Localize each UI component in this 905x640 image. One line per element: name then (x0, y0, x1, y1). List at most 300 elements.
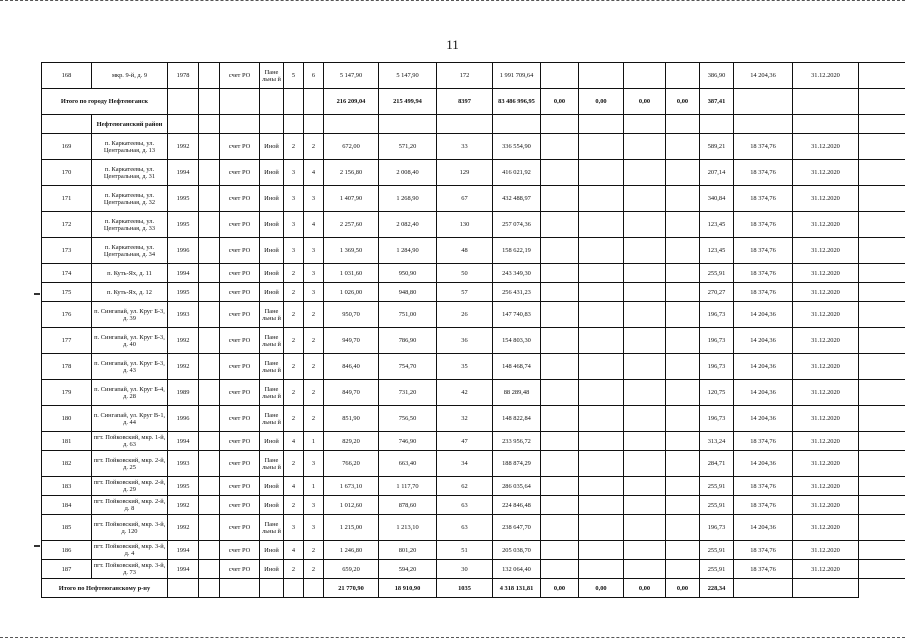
cost-part-cell (541, 515, 579, 541)
table-row (42, 212, 905, 238)
address-cell: пгт. Пойковский, мкр. 2-й, д. 8 (92, 496, 168, 515)
total-cost-cell: 4 318 131,81 (493, 579, 541, 598)
register-table (41, 62, 905, 598)
unit-cost-cell: 284,71 (700, 451, 734, 477)
floors-cell: 2 (284, 302, 304, 328)
cost-part-cell (541, 354, 579, 380)
wall-material-cell: Пане льны й (260, 380, 284, 406)
cost-part-cell (541, 134, 579, 160)
empty-cell (541, 115, 579, 134)
cost-part-cell (666, 406, 700, 432)
cost-part-cell (624, 477, 666, 496)
empty-cell (199, 89, 220, 115)
entrances-cell: 3 (304, 496, 324, 515)
table-row (42, 302, 905, 328)
row-number-cell: 174 (42, 264, 92, 283)
total-area-cell: 2 257,60 (324, 212, 379, 238)
living-area-cell: 754,70 (379, 354, 437, 380)
limit-cost-cell: 14 204,36 (734, 328, 793, 354)
cost-part-cell (541, 160, 579, 186)
cost-part-cell (624, 515, 666, 541)
empty-cell (199, 238, 220, 264)
empty-cell (859, 451, 905, 477)
table-row (42, 515, 905, 541)
empty-cell (859, 432, 905, 451)
floors-cell: 3 (284, 186, 304, 212)
wall-material-cell: Иной (260, 541, 284, 560)
limit-cost-cell: 18 374,76 (734, 432, 793, 451)
total-area-cell: 766,20 (324, 451, 379, 477)
empty-cell (199, 451, 220, 477)
deadline-cell: 31.12.2020 (793, 451, 859, 477)
cost-cell: 147 740,83 (493, 302, 541, 328)
floors-cell: 2 (284, 380, 304, 406)
empty-cell (859, 186, 905, 212)
cost-cell: 188 874,29 (493, 451, 541, 477)
row-number-cell: 170 (42, 160, 92, 186)
entrances-cell: 3 (304, 283, 324, 302)
empty-cell (260, 115, 284, 134)
floors-cell: 3 (284, 160, 304, 186)
cost-part-cell (666, 63, 700, 89)
fund-method-cell: счет РО (220, 186, 260, 212)
deadline-cell: 31.12.2020 (793, 541, 859, 560)
table-row (42, 160, 905, 186)
cost-part-cell (579, 354, 624, 380)
year-cell: 1994 (168, 432, 199, 451)
total-unit-cell: 228,34 (700, 579, 734, 598)
living-area-cell: 594,20 (379, 560, 437, 579)
limit-cost-cell: 18 374,76 (734, 283, 793, 302)
fund-method-cell: счет РО (220, 541, 260, 560)
cost-part-cell (579, 406, 624, 432)
year-cell: 1995 (168, 186, 199, 212)
empty-cell (199, 354, 220, 380)
residents-cell: 26 (437, 302, 493, 328)
section-header-row (42, 115, 905, 134)
table-row (42, 541, 905, 560)
cost-part-cell (541, 302, 579, 328)
cost-part-cell (541, 477, 579, 496)
cost-part-cell (541, 283, 579, 302)
address-cell: п. Куть-Ях, д. 12 (92, 283, 168, 302)
address-cell: пгт. Пойковский, мкр. 3-й, д. 120 (92, 515, 168, 541)
cost-part-cell (541, 238, 579, 264)
wall-material-cell: Иной (260, 160, 284, 186)
table-row (42, 406, 905, 432)
deadline-cell: 31.12.2020 (793, 63, 859, 89)
floors-cell: 4 (284, 477, 304, 496)
total-row (42, 579, 905, 598)
cost-part-cell (624, 63, 666, 89)
limit-cost-cell: 14 204,36 (734, 302, 793, 328)
residents-cell: 62 (437, 477, 493, 496)
deadline-cell: 31.12.2020 (793, 496, 859, 515)
entrances-cell: 2 (304, 406, 324, 432)
row-number-cell: 182 (42, 451, 92, 477)
entrances-cell: 3 (304, 451, 324, 477)
entrances-cell: 1 (304, 477, 324, 496)
unit-cost-cell: 120,75 (700, 380, 734, 406)
cost-part-cell (666, 302, 700, 328)
limit-cost-cell: 14 204,36 (734, 63, 793, 89)
row-number-cell: 180 (42, 406, 92, 432)
unit-cost-cell: 313,24 (700, 432, 734, 451)
empty-cell (437, 115, 493, 134)
limit-cost-cell: 18 374,76 (734, 477, 793, 496)
row-number-cell: 185 (42, 515, 92, 541)
cost-part-cell (624, 380, 666, 406)
table-row (42, 63, 905, 89)
empty-cell (324, 115, 379, 134)
limit-cost-cell: 18 374,76 (734, 160, 793, 186)
cost-part-cell (666, 283, 700, 302)
cost-part-cell (666, 328, 700, 354)
cost-part-cell (579, 302, 624, 328)
year-cell: 1992 (168, 134, 199, 160)
year-cell: 1978 (168, 63, 199, 89)
empty-cell (859, 134, 905, 160)
living-area-cell: 2 008,40 (379, 160, 437, 186)
total-a2-cell: 215 499,94 (379, 89, 437, 115)
year-cell: 1994 (168, 264, 199, 283)
unit-cost-cell: 255,91 (700, 496, 734, 515)
row-number-cell: 177 (42, 328, 92, 354)
cost-part-cell (624, 451, 666, 477)
total-area-cell: 1 673,10 (324, 477, 379, 496)
residents-cell: 34 (437, 451, 493, 477)
fund-method-cell: счет РО (220, 328, 260, 354)
deadline-cell: 31.12.2020 (793, 432, 859, 451)
residents-cell: 33 (437, 134, 493, 160)
cost-part-cell (579, 264, 624, 283)
cost-part-cell (579, 496, 624, 515)
fund-method-cell: счет РО (220, 264, 260, 283)
wall-material-cell: Пане льны й (260, 515, 284, 541)
entrances-cell: 2 (304, 328, 324, 354)
limit-cost-cell: 18 374,76 (734, 560, 793, 579)
page-number: 11 (446, 37, 459, 52)
empty-cell (199, 264, 220, 283)
cost-part-cell (666, 264, 700, 283)
year-cell: 1994 (168, 160, 199, 186)
total-area-cell: 672,00 (324, 134, 379, 160)
cost-part-cell (541, 406, 579, 432)
cost-part-cell (579, 515, 624, 541)
empty-cell (304, 579, 324, 598)
living-area-cell: 786,90 (379, 328, 437, 354)
cost-cell: 224 846,48 (493, 496, 541, 515)
wall-material-cell: Иной (260, 496, 284, 515)
empty-cell (199, 477, 220, 496)
floors-cell: 2 (284, 328, 304, 354)
address-cell: пгт. Пойковский, мкр. 3-й, д. 4 (92, 541, 168, 560)
cost-part-cell (579, 186, 624, 212)
fund-method-cell: счет РО (220, 496, 260, 515)
total-c1-cell: 0,00 (541, 89, 579, 115)
living-area-cell: 1 117,70 (379, 477, 437, 496)
empty-cell (284, 115, 304, 134)
row-number-cell: 171 (42, 186, 92, 212)
row-number-cell: 168 (42, 63, 92, 89)
year-cell: 1992 (168, 328, 199, 354)
total-c4-cell: 0,00 (666, 579, 700, 598)
address-cell: п. Сингапай, ул. Круг Б-3, д. 43 (92, 354, 168, 380)
entrances-cell: 2 (304, 541, 324, 560)
empty-cell (859, 115, 905, 134)
residents-cell: 67 (437, 186, 493, 212)
cost-part-cell (624, 541, 666, 560)
address-cell: пгт. Пойковский, мкр. 3-й, д. 73 (92, 560, 168, 579)
page-bottom-edge (0, 634, 905, 638)
year-cell: 1996 (168, 406, 199, 432)
floors-cell: 2 (284, 354, 304, 380)
entrances-cell: 3 (304, 238, 324, 264)
address-cell: п. Сингапай, ул. Круг Б-3, д. 39 (92, 302, 168, 328)
section-title: Нефтеюганский район (92, 115, 168, 134)
fund-method-cell: счет РО (220, 160, 260, 186)
cost-part-cell (666, 186, 700, 212)
deadline-cell: 31.12.2020 (793, 186, 859, 212)
empty-cell (199, 115, 220, 134)
total-area-cell: 950,70 (324, 302, 379, 328)
cost-part-cell (666, 515, 700, 541)
limit-cost-cell: 14 204,36 (734, 451, 793, 477)
wall-material-cell: Пане льны й (260, 302, 284, 328)
fund-method-cell: счет РО (220, 63, 260, 89)
empty-cell (859, 380, 905, 406)
living-area-cell: 1 213,10 (379, 515, 437, 541)
cost-part-cell (541, 186, 579, 212)
deadline-cell: 31.12.2020 (793, 380, 859, 406)
entrances-cell: 2 (304, 134, 324, 160)
cost-cell: 148 822,84 (493, 406, 541, 432)
empty-cell (493, 115, 541, 134)
total-a1-cell: 216 209,04 (324, 89, 379, 115)
cost-part-cell (579, 212, 624, 238)
cost-part-cell (541, 328, 579, 354)
empty-cell (199, 134, 220, 160)
wall-material-cell: Иной (260, 264, 284, 283)
empty-cell (859, 354, 905, 380)
row-number-cell: 181 (42, 432, 92, 451)
table-row (42, 238, 905, 264)
total-c4-cell: 0,00 (666, 89, 700, 115)
empty-cell (859, 160, 905, 186)
year-cell: 1992 (168, 354, 199, 380)
deadline-cell: 31.12.2020 (793, 238, 859, 264)
cost-part-cell (579, 283, 624, 302)
empty-cell (859, 560, 905, 579)
cost-part-cell (579, 160, 624, 186)
empty-cell (700, 115, 734, 134)
empty-cell (304, 89, 324, 115)
limit-cost-cell: 14 204,36 (734, 515, 793, 541)
wall-material-cell: Иной (260, 560, 284, 579)
fund-method-cell: счет РО (220, 432, 260, 451)
floors-cell: 3 (284, 212, 304, 238)
total-area-cell: 851,90 (324, 406, 379, 432)
table-row (42, 283, 905, 302)
row-number-cell: 169 (42, 134, 92, 160)
living-area-cell: 948,80 (379, 283, 437, 302)
cost-part-cell (624, 496, 666, 515)
empty-cell (859, 283, 905, 302)
total-area-cell: 1 026,00 (324, 283, 379, 302)
empty-cell (379, 115, 437, 134)
address-cell: п. Сингапай, ул. Круг Б-3, д. 40 (92, 328, 168, 354)
table-row (42, 380, 905, 406)
address-cell: п. Сингапай, ул. Круг В-1, д. 44 (92, 406, 168, 432)
cost-cell: 233 956,72 (493, 432, 541, 451)
entrances-cell: 4 (304, 212, 324, 238)
year-cell: 1994 (168, 560, 199, 579)
unit-cost-cell: 255,91 (700, 541, 734, 560)
cost-part-cell (666, 160, 700, 186)
empty-cell (859, 496, 905, 515)
empty-cell (199, 496, 220, 515)
wall-material-cell: Пане льны й (260, 451, 284, 477)
empty-cell (199, 328, 220, 354)
entrances-cell: 6 (304, 63, 324, 89)
fund-method-cell: счет РО (220, 302, 260, 328)
cost-part-cell (541, 380, 579, 406)
residents-cell: 42 (437, 380, 493, 406)
address-cell: п. Каркатеевы, ул. Центральная, д. 31 (92, 160, 168, 186)
cost-part-cell (541, 63, 579, 89)
empty-cell (199, 541, 220, 560)
total-label: Итого по городу Нефтеюганск (42, 89, 168, 115)
total-unit-cell: 387,41 (700, 89, 734, 115)
limit-cost-cell: 18 374,76 (734, 186, 793, 212)
row-number-cell: 178 (42, 354, 92, 380)
cost-part-cell (624, 283, 666, 302)
wall-material-cell: Иной (260, 134, 284, 160)
unit-cost-cell: 123,45 (700, 212, 734, 238)
deadline-cell: 31.12.2020 (793, 160, 859, 186)
empty-cell (859, 328, 905, 354)
cost-part-cell (624, 134, 666, 160)
residents-cell: 129 (437, 160, 493, 186)
cost-part-cell (579, 560, 624, 579)
living-area-cell: 5 147,90 (379, 63, 437, 89)
year-cell: 1995 (168, 477, 199, 496)
fund-method-cell: счет РО (220, 515, 260, 541)
floors-cell: 2 (284, 560, 304, 579)
total-c1-cell: 0,00 (541, 579, 579, 598)
deadline-cell: 31.12.2020 (793, 283, 859, 302)
limit-cost-cell: 18 374,76 (734, 496, 793, 515)
address-cell: пгт. Пойковский, мкр. 1-й, д. 63 (92, 432, 168, 451)
cost-part-cell (666, 496, 700, 515)
empty-cell (859, 264, 905, 283)
total-area-cell: 846,40 (324, 354, 379, 380)
cost-cell: 205 038,70 (493, 541, 541, 560)
living-area-cell: 801,20 (379, 541, 437, 560)
year-cell: 1996 (168, 238, 199, 264)
residents-cell: 47 (437, 432, 493, 451)
unit-cost-cell: 340,84 (700, 186, 734, 212)
empty-cell (199, 302, 220, 328)
total-area-cell: 2 156,80 (324, 160, 379, 186)
total-res-cell: 8397 (437, 89, 493, 115)
floors-cell: 2 (284, 451, 304, 477)
residents-cell: 51 (437, 541, 493, 560)
fund-method-cell: счет РО (220, 477, 260, 496)
cost-part-cell (541, 264, 579, 283)
entrances-cell: 2 (304, 380, 324, 406)
limit-cost-cell: 18 374,76 (734, 238, 793, 264)
floors-cell: 2 (284, 406, 304, 432)
cost-part-cell (541, 432, 579, 451)
unit-cost-cell: 123,45 (700, 238, 734, 264)
empty-cell (734, 89, 793, 115)
cost-cell: 243 349,30 (493, 264, 541, 283)
floors-cell: 2 (284, 496, 304, 515)
year-cell: 1995 (168, 212, 199, 238)
cost-cell: 154 803,30 (493, 328, 541, 354)
year-cell: 1994 (168, 541, 199, 560)
total-area-cell: 5 147,90 (324, 63, 379, 89)
total-row (42, 89, 905, 115)
row-number-cell: 175 (42, 283, 92, 302)
empty-cell (199, 63, 220, 89)
empty-cell (199, 186, 220, 212)
year-cell: 1989 (168, 380, 199, 406)
wall-material-cell: Пане льны й (260, 328, 284, 354)
wall-material-cell: Иной (260, 238, 284, 264)
total-area-cell: 1 246,80 (324, 541, 379, 560)
limit-cost-cell: 18 374,76 (734, 541, 793, 560)
floors-cell: 5 (284, 63, 304, 89)
living-area-cell: 663,40 (379, 451, 437, 477)
wall-material-cell: Пане льны й (260, 354, 284, 380)
living-area-cell: 2 082,40 (379, 212, 437, 238)
empty-cell (579, 115, 624, 134)
cost-part-cell (666, 541, 700, 560)
empty-cell (859, 515, 905, 541)
empty-cell (859, 541, 905, 560)
table-row (42, 477, 905, 496)
empty-cell (199, 212, 220, 238)
cost-cell: 148 468,74 (493, 354, 541, 380)
empty-cell (793, 579, 859, 598)
table-row (42, 354, 905, 380)
limit-cost-cell: 14 204,36 (734, 380, 793, 406)
cost-cell: 88 289,48 (493, 380, 541, 406)
cost-cell: 238 647,70 (493, 515, 541, 541)
total-area-cell: 1 407,90 (324, 186, 379, 212)
cost-part-cell (579, 134, 624, 160)
total-c3-cell: 0,00 (624, 89, 666, 115)
unit-cost-cell: 386,90 (700, 63, 734, 89)
empty-cell (199, 406, 220, 432)
floors-cell: 3 (284, 238, 304, 264)
cost-part-cell (666, 432, 700, 451)
deadline-cell: 31.12.2020 (793, 515, 859, 541)
cost-part-cell (579, 477, 624, 496)
unit-cost-cell: 270,27 (700, 283, 734, 302)
empty-cell (284, 579, 304, 598)
living-area-cell: 1 268,90 (379, 186, 437, 212)
wall-material-cell: Иной (260, 212, 284, 238)
cost-part-cell (666, 477, 700, 496)
table-row (42, 328, 905, 354)
empty-cell (199, 560, 220, 579)
entrances-cell: 2 (304, 560, 324, 579)
limit-cost-cell: 14 204,36 (734, 406, 793, 432)
residents-cell: 35 (437, 354, 493, 380)
